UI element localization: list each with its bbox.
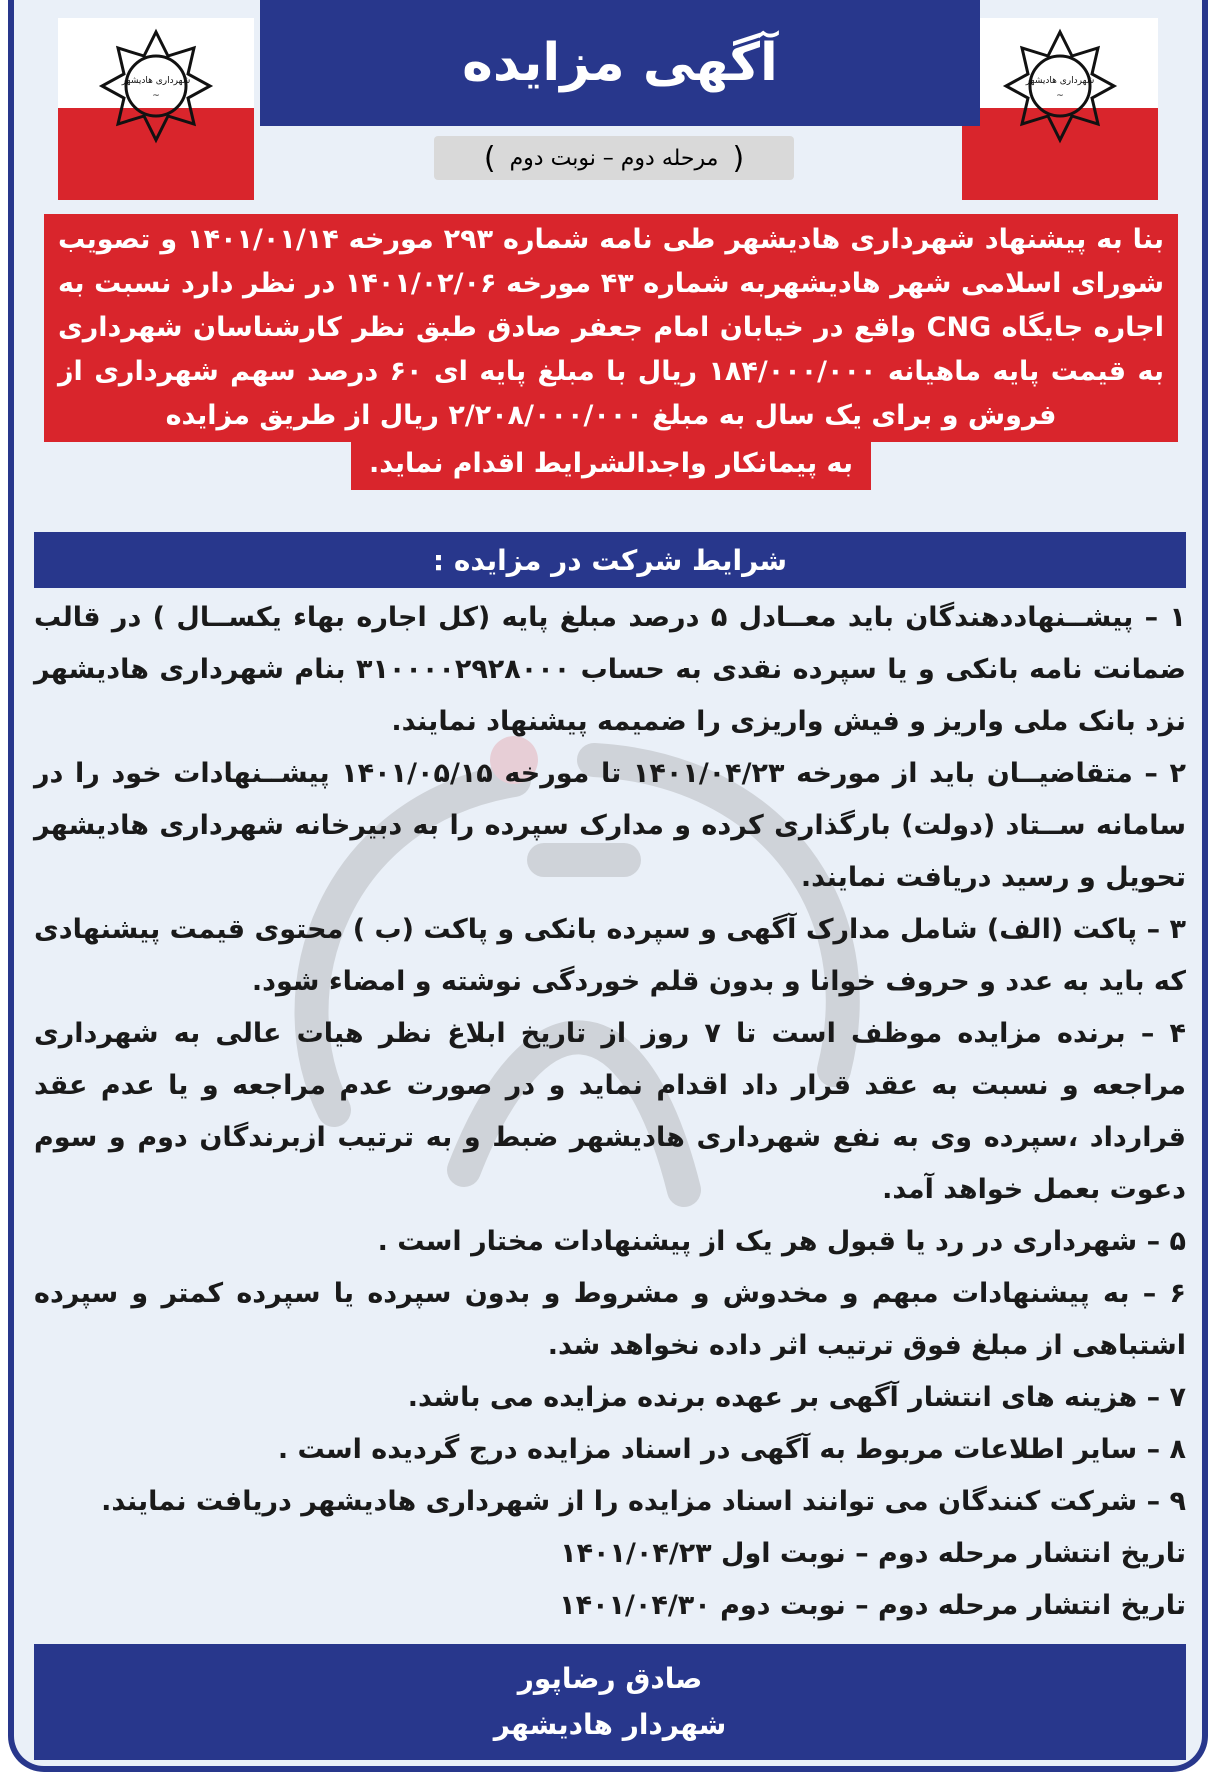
intro-text: بنا به پیشنهاد شهرداری هادیشهر طی نامه شماره ۲۹۳ مورخه ۱۴۰۱/۰۱/۱۴ و تصویب شورای اسلامی شهر هادیشهربه شماره ۴۳ مورخه ۱۴۰۱/۰۲/۰۶ در نظر دارد نسبت به اجاره جایگاه CNG واقع در خیابان امام جعفر صادق طبق نظر کارشناسان شهرداری به قیمت پایه ماهیانه ۱۸۴/۰۰۰/۰۰۰ ریال با مبلغ پایه ای ۶۰ درصد سهم شهرداری از فروش و برای یک سال به مبلغ ۲/۲۰۸/۰۰۰/۰۰۰ ریال از طریق مزایده xyxy=(44,214,1178,442)
condition-item: ۸ – سایر اطلاعات مربوط به آگهی در اسناد مزایده درج گردیده است . xyxy=(277,1434,1186,1465)
star-emblem-icon xyxy=(98,28,214,144)
conditions-title: شرایط شرکت در مزایده : xyxy=(432,543,788,577)
paren-close: ) xyxy=(483,140,496,176)
condition-item: ۵ – شهرداری در رد یا قبول هر یک از پیشنهادات مختار است . xyxy=(377,1226,1186,1257)
condition-item: ۷ – هزینه های انتشار آگهی بر عهده برنده مزایده می باشد. xyxy=(407,1382,1186,1413)
page-title: آگهی مزایده xyxy=(462,33,778,93)
logo-text: شهرداری هادیشهر xyxy=(1025,76,1095,86)
condition-item: ۶ – به پیشنهادات مبهم و مخدوش و مشروط و بدون سپرده یا سپرده کمتر و سپرده اشتباهی از مبلغ فوق ترتیب اثر داده نخواهد شد. xyxy=(34,1278,1186,1361)
municipality-logo-right xyxy=(962,18,1158,200)
condition-item: ۱ – پیشــنهاددهندگان باید معــادل ۵ درصد مبلغ پایه (کل اجاره بهاء یکســال ) در قالب ضمانت نامه بانکی و یا سپرده نقدی به حساب ۳۱۰۰۰۰۲۹۲۸۰۰۰ بنام شهرداری هادیشهر نزد بانک ملی واریز و فیش واریزی را ضمیمه پیشنهاد نمایند. xyxy=(34,602,1187,737)
stage-label xyxy=(434,136,794,180)
signature-footer xyxy=(34,1644,1186,1760)
signer-role: شهردار هادیشهر xyxy=(493,1708,727,1741)
condition-item: ۴ – برنده مزایده موظف است تا ۷ روز از تاریخ ابلاغ نظر هیات عالی به شهرداری مراجعه و نسبت به عقد قرار داد اقدام نماید و در صورت عدم مراجعه و یا عدم عقد قرارداد ،سپرده وی به نفع شهرداری هادیشهر ضبط و به ترتیب ازبرندگان دوم و سوم دعوت بعمل خواهد آمد. xyxy=(34,1018,1186,1205)
star-emblem-icon xyxy=(1002,28,1118,144)
paren-open: ( xyxy=(732,140,745,176)
signer-name: صادق رضاپور xyxy=(517,1662,703,1695)
stage-text: مرحله دوم – نوبت دوم xyxy=(509,145,719,171)
condition-item: ۳ – پاکت (الف) شامل مدارک آگهی و سپرده بانکی و پاکت (ب ) محتوی قیمت پیشنهادی که باید به عدد و حروف خوانا و بدون قلم خوردگی نوشته و امضاء شود. xyxy=(34,914,1186,997)
notice-frame xyxy=(8,0,1208,1772)
title-bar xyxy=(260,0,980,126)
svg-text:~: ~ xyxy=(1056,91,1064,101)
condition-item: ۹ – شرکت کنندگان می توانند اسناد مزایده را از شهرداری هادیشهر دریافت نمایند. xyxy=(101,1486,1186,1517)
svg-text:~: ~ xyxy=(152,91,160,101)
conditions-list xyxy=(34,592,1186,1632)
municipality-logo-left xyxy=(58,18,254,200)
publication-date-first: تاریخ انتشار مرحله دوم – نوبت اول ۱۴۰۱/۰۴/۲۳ xyxy=(560,1538,1186,1569)
condition-item: ۲ – متقاضیــان باید از مورخه ۱۴۰۱/۰۴/۲۳ تا مورخه ۱۴۰۱/۰۵/۱۵ پیشــنهادات خود را در سامانه ســتاد (دولت) بارگذاری کرده و مدارک سپرده را به دبیرخانه شهرداری هادیشهر تحویل و رسید دریافت نمایند. xyxy=(34,758,1187,893)
publication-date-second: تاریخ انتشار مرحله دوم – نوبت دوم ۱۴۰۱/۰۴/۳۰ xyxy=(559,1590,1186,1621)
logo-text: شهرداری هادیشهر xyxy=(121,76,191,86)
intro-block xyxy=(44,214,1178,490)
intro-last-line: به پیمانکار واجدالشرایط اقدام نماید. xyxy=(351,442,871,490)
conditions-heading xyxy=(34,532,1186,588)
